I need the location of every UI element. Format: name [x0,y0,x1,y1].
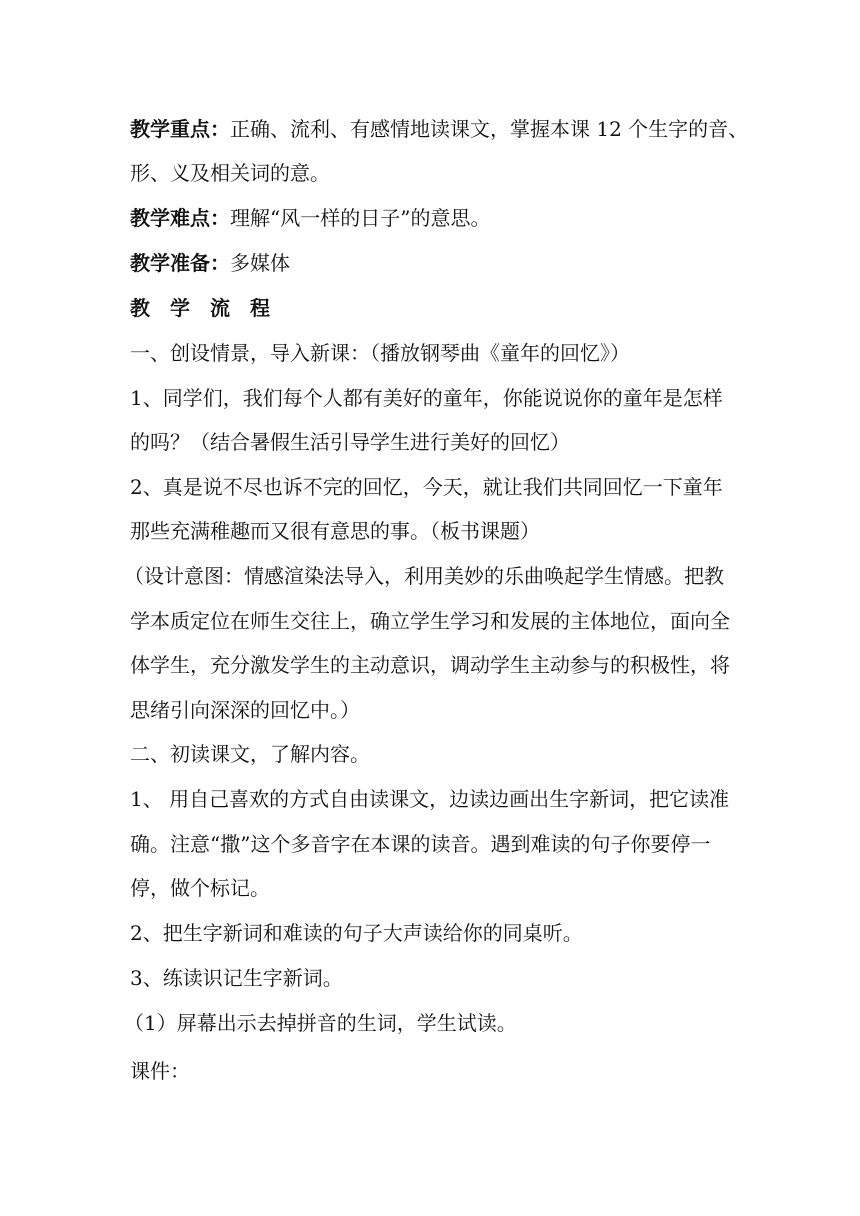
section-2-item-2: 2、把生字新词和难读的句子大声读给你的同桌听。 [130,921,583,945]
teaching-focus-line-1 [130,117,748,141]
teaching-process-heading: 教学流程 [130,296,290,320]
section-2-item-1-line-3: 停，做个标记。 [130,876,270,900]
teaching-focus-text: 正确、流利、有感情地读课文，掌握本课 12 个生字的音、 [230,117,749,141]
teaching-difficulty-text: 理解“风一样的日子”的意思。 [230,206,491,230]
section-1-item-1-line-2: 的吗？（结合暑假生活引导学生进行美好的回忆） [130,430,570,454]
teaching-focus-label: 教学重点： [130,117,230,141]
teaching-preparation-label: 教学准备： [130,251,230,275]
section-1-item-2-line-2: 那些充满稚趣而又很有意思的事。（板书课题） [130,519,540,543]
section-2-item-1-line-2: 确。注意“撒”这个多音字在本课的读音。遇到难读的句子你要停一 [130,832,711,856]
teaching-preparation-line [130,251,290,275]
design-intent-line-2: 学本质定位在师生交往上，确立学生学习和发展的主体地位，面向全 [130,609,730,633]
teaching-difficulty-label: 教学难点： [130,206,230,230]
courseware-label: 课件： [130,1059,190,1083]
section-2-sub-item-1: （1）屏幕出示去掉拼音的生词，学生试读。 [124,1011,517,1035]
design-intent-line-3: 体学生，充分激发学生的主动意识，调动学生主动参与的积极性，将 [130,653,730,677]
section-2-item-1-line-1: 1、 用自己喜欢的方式自由读课文，边读边画出生字新词，把它读准 [130,787,730,811]
design-intent-line-1: （设计意图：情感渲染法导入，利用美妙的乐曲唤起学生情感。把教 [124,564,724,588]
section-1-item-2-line-1: 2、真是说不尽也诉不完的回忆，今天，就让我们共同回忆一下童年 [130,475,723,499]
teaching-preparation-text: 多媒体 [230,251,290,275]
section-1-item-1-line-1: 1、同学们，我们每个人都有美好的童年，你能说说你的童年是怎样 [130,386,723,410]
design-intent-line-4: 思绪引向深深的回忆中。） [130,698,360,722]
teaching-focus-line-2: 形、义及相关词的意。 [130,161,330,185]
section-2-item-3: 3、练读识记生字新词。 [130,966,343,990]
section-2-title: 二、初读课文，了解内容。 [130,742,370,766]
teaching-difficulty-line [130,206,490,230]
section-1-title: 一、创设情景，导入新课：（播放钢琴曲《童年的回忆》） [130,341,630,365]
